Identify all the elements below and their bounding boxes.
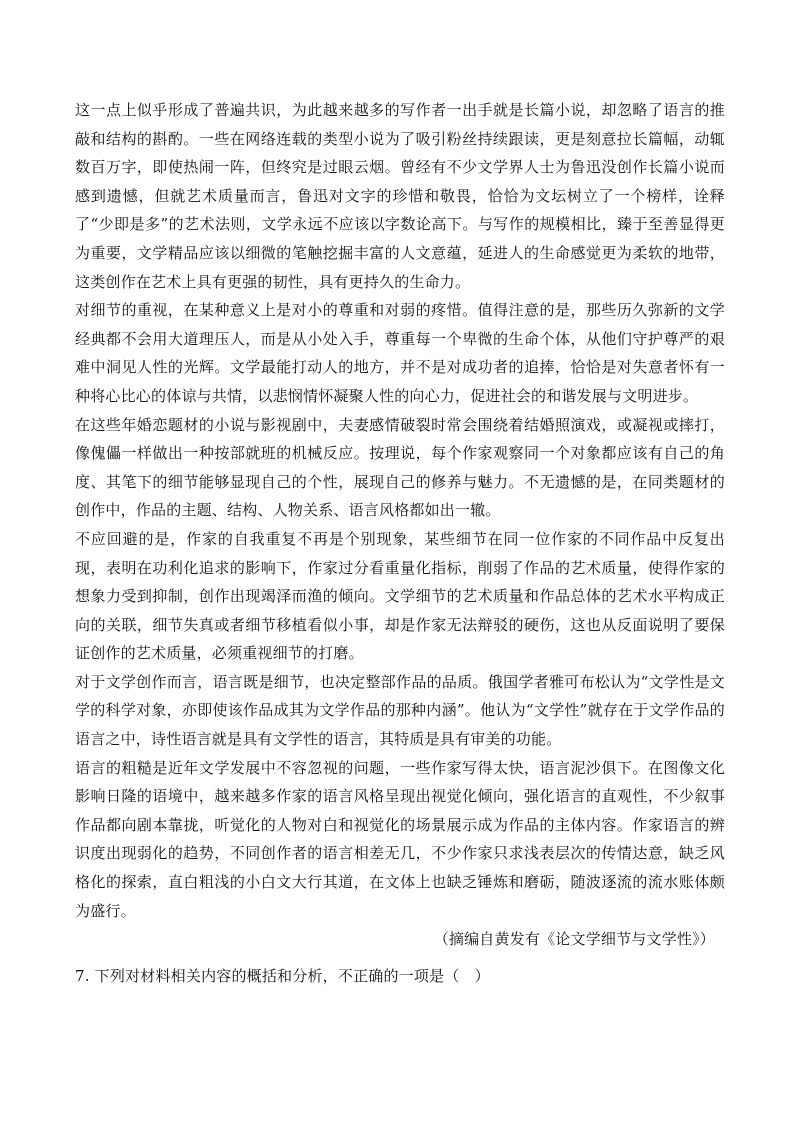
paragraph-2: 对细节的重视，在某种意义上是对小的尊重和对弱的疼惜。值得注意的是，那些历久弥新的文学经典都不会用大道理压人，而是从小处入手，尊重每一个卑微的生命个体，从他们守护尊严的艰难中洞见人性的光辉。文学最能打动人的地方，并不是对成功者的追捧，恰恰是对失意者怀有一种将心比心的体谅与共情，以悲悯情怀凝聚人性的向心力，促进社会的和谐发展与文明进步。 — [75, 301, 725, 405]
document-body — [75, 96, 725, 990]
paragraph-1: 这一点上似乎形成了普遍共识，为此越来越多的写作者一出手就是长篇小说，却忽略了语言的推敲和结构的斟酌。一些在网络连载的类型小说为了吸引粉丝持续跟读，更是刻意拉长篇幅，动辄数百万字，即使热闹一阵，但终究是过眼云烟。曾经有不少文学界人士为鲁迅没创作长篇小说而感到遗憾，但就艺术质量而言，鲁迅对文字的珍惜和敬畏，恰恰为文坛树立了一个榜样，诠释了“少即是多”的艺术法则，文学永远不应该以字数论高下。与写作的规模相比，臻于至善显得更为重要，文学精品应该以细微的笔触挖掘丰富的人文意蕴，延进人的生命感觉更为柔软的地带，这类创作在艺术上具有更强的韧性，具有更持久的生命力。 — [75, 101, 725, 291]
question-7: 7. 下列对材料相关内容的概括和分析，不正确的一项是（ ） — [75, 966, 490, 985]
source-citation: （摘编自黄发有《论文学细节与文学性》） — [433, 930, 715, 949]
paragraph-3: 在这些年婚恋题材的小说与影视剧中，夫妻感情破裂时常会围绕着结婚照演戏，或凝视或摔打，像傀儡一样做出一种按部就班的机械反应。按理说，每个作家观察同一个对象都应该有自己的角度、其笔下的细节能够显现自己的个性，展现自己的修养与魅力。不无遗憾的是，在同类题材的创作中，作品的主题、结构、人物关系、语言风格都如出一辙。 — [75, 415, 725, 520]
paragraph-4: 不应回避的是，作家的自我重复不再是个别现象，某些细节在同一位作家的不同作品中反复出现，表明在功利化追求的影响下，作家过分看重量化指标，削弱了作品的艺术质量，使得作家的想象力受到抑制，创作出现竭泽而渔的倾向。文学细节的艺术质量和作品总体的艺术水平构成正向的关联，细节失真或者细节移植看似小事，却是作家无法辩驳的硬伤，这也从反面说明了要保证创作的艺术质量，必须重视细节的打磨。 — [75, 529, 725, 663]
paragraph-5: 对于文学创作而言，语言既是细节，也决定整部作品的品质。俄国学者雅可布松认为“文学性是文学的科学对象，亦即使该作品成其为文学作品的那种内涵”。他认为“文学性”就存在于文学作品的语言之中，诗性语言就是具有文学性的语言，其特质是具有审美的功能。 — [75, 672, 725, 749]
paragraph-6: 语言的粗糙是近年文学发展中不容忽视的问题，一些作家写得太快，语言泥沙俱下。在图像文化影响日隆的语境中，越来越多作家的语言风格呈现出视觉化倾向，强化语言的直观性，不少叙事作品都向剧本靠拢，听觉化的人物对白和视觉化的场景展示成为作品的主体内容。作家语言的辨识度出现弱化的趋势，不同创作者的语言相差无几，不少作家只求浅表层次的传情达意，缺乏风格化的探索，直白粗浅的小白文大行其道，在文体上也缺乏锤炼和磨砺，随波逐流的流水账体颇为盛行。 — [75, 758, 725, 920]
